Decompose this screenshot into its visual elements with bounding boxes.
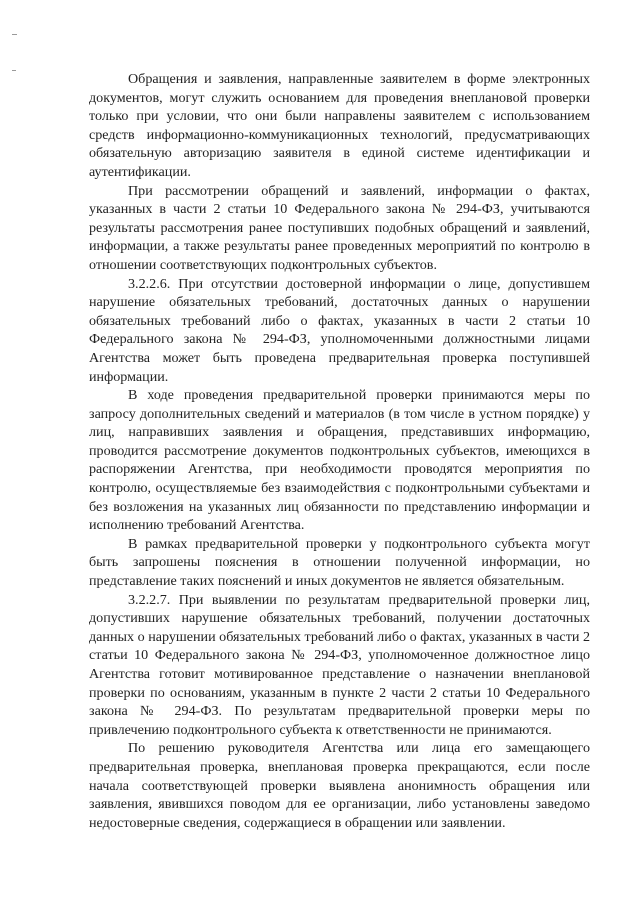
- paragraph-electronic-appeals: Обращения и заявления, направленные заявителем в форме электронных документов, могут служить основанием для проведения внеплановой проверки только при условии, что они были направлены заявителем с использованием средств информационно-коммуникационных технологий, предусматривающих обязательную авторизацию заявителя в единой системе идентификации и аутентификации.: [89, 71, 590, 180]
- paragraph-review-of-appeals: При рассмотрении обращений и заявлений, информации о фактах, указанных в части 2 статьи 10 Федерального закона № 294-ФЗ, учитываются результаты рассмотрения ранее поступивших подобных обращений и заявлений, информации, а также результаты ранее проведенных мероприятий по контролю в отношении соответствующих подконтрольных субъектов.: [89, 182, 590, 273]
- scan-mark: [12, 70, 16, 71]
- paragraph-explanations-request: В рамках предварительной проверки у подконтрольного субъекта могут быть запрошены пояснения в отношении полученной информации, но представление таких пояснений и иных документов не является обязательным.: [89, 535, 590, 590]
- scan-mark: [12, 34, 17, 35]
- paragraph-3-2-2-6: 3.2.2.6. При отсутствии достоверной информации о лице, допустившем нарушение обязательных требований, достаточных данных о нарушении обязательных требований либо о фактах, указанных в части 2 статьи 10 Федерального закона № 294-ФЗ, уполномоченными должностными лицами Агентства может быть проведена предварительная проверка поступившей информации.: [89, 275, 590, 385]
- document-body: [89, 70, 590, 832]
- paragraph-3-2-2-7: 3.2.2.7. При выявлении по результатам предварительной проверки лиц, допустивших нарушение обязательных требований, получении достаточных данных о нарушении обязательных требований либо о фактах, указанных в части 2 статьи 10 Федерального закона № 294-ФЗ, уполномоченное должностное лицо Агентства готовит мотивированное представление о назначении внеплановой проверки по основаниям, указанным в пункте 2 части 2 статьи 10 Федерального закона № 294-ФЗ. По результатам предварительной проверки меры по привлечению подконтрольного субъекта к ответственности не принимаются.: [89, 591, 590, 738]
- paragraph-preliminary-check-measures: В ходе проведения предварительной проверки принимаются меры по запросу дополнительных сведений и материалов (в том числе в устном порядке) у лиц, направивших заявления и обращения, представивших информацию, проводится рассмотрение документов подконтрольных субъектов, имеющихся в распоряжении Агентства, при необходимости проводятся мероприятия по контролю, осуществляемые без взаимодействия с подконтрольными субъектами и без возложения на указанных лиц обязанности по представлению информации и исполнению требований Агентства.: [89, 387, 590, 534]
- paragraph-termination-decision: По решению руководителя Агентства или лица его замещающего предварительная проверка, внеплановая проверка прекращаются, если после начала соответствующей проверки выявлена анонимность обращения или заявления, явившихся поводом для ее организации, либо установлены заведомо недостоверные сведения, содержащиеся в обращении или заявлении.: [89, 740, 590, 831]
